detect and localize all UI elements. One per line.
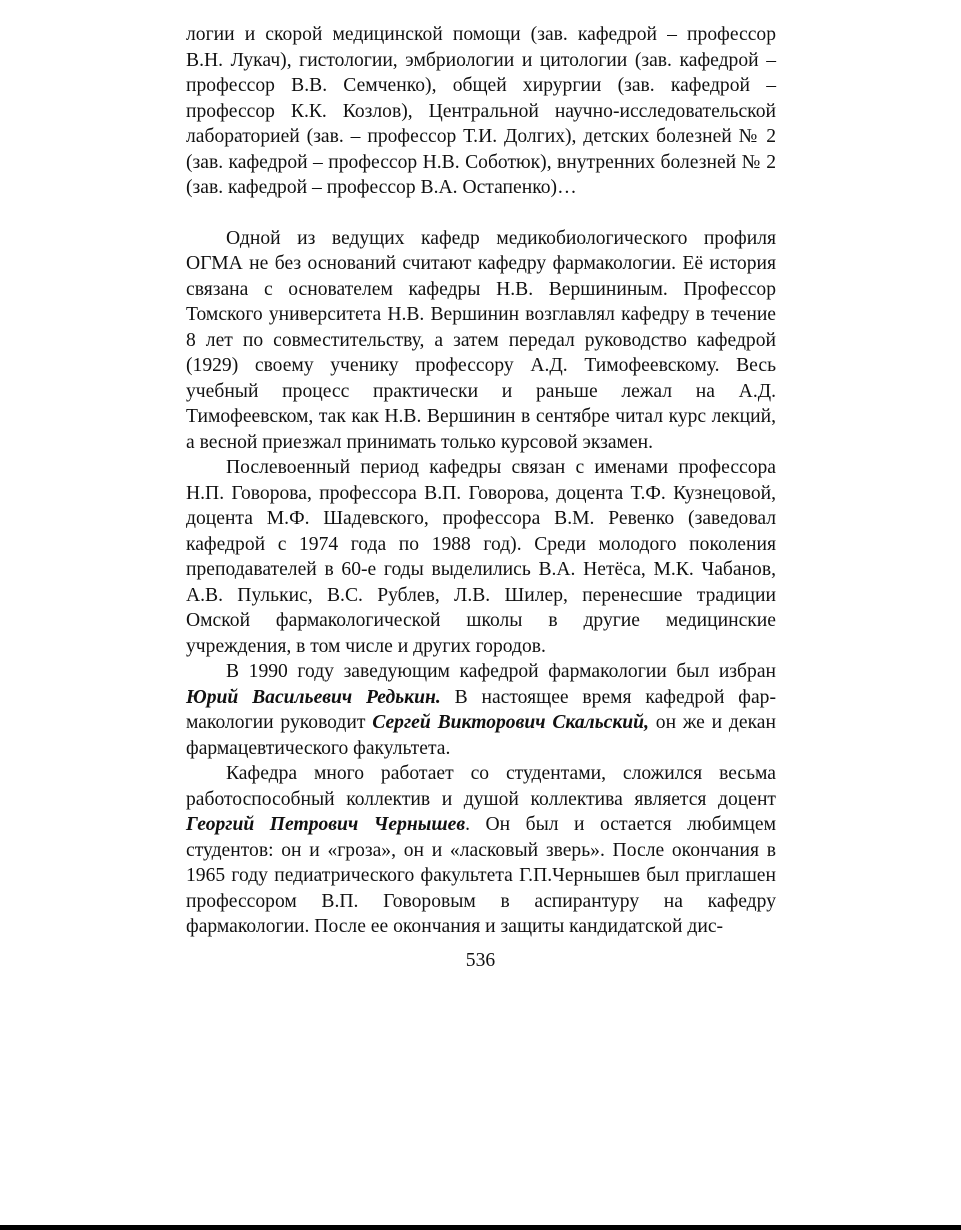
paragraph-text: он же и декан фармацевтического факультета. [186,712,776,759]
page-number: 536 [465,950,496,971]
paragraph-department-staff [186,761,776,940]
paragraph-text: В настоящее время кафедрой фармакологии руководит [186,686,777,733]
paragraph-text: В 1990 году заведующим кафедрой фармакологии был избран [226,661,776,682]
person-name-redkin: Юрий Васильевич Редькин. [186,686,441,708]
paragraph-text: . Он был и остается любимцем студентов: он и «гроза», он и «ласковый зверь». После окончания в 1965 году педиатрического факультета Г.П.Чернышев был приглашен профессором В.П. Говоровым в аспирантуру на кафедру фармакологии. После ее окончания и защиты кандидатской дис- [186,814,777,937]
scan-bottom-border [0,1225,961,1230]
person-name-chernyshev: Георгий Петрович Чернышев [186,814,466,835]
paragraph-postwar-period: Послевоенный период кафедры связан с именами профессора Н.П. Говорова, профессора В.П. Говорова, доцента Т.Ф. Кузнецовой, доцента М.Ф. Шадевского, профессора В.М. Ревенко (заведовал кафедрой с 1974 года по 1988 год). Среди молодого поколения преподавателей в 60-е годы выделились В.А. Нетёса, М.К. Чабанов, А.В. Пулькис, В.С. Рублев, Л.В. Шилер, перенесшие традиции Омской фармакологической школы в другие медицинские учреждения, в том числе и других городов. [186,457,776,657]
paragraph-continuation: логии и скорой медицинской помощи (зав. кафедрой – профессор В.Н. Лукач), гистологии, эмбриологии и цитологии (зав. кафедрой – профессор В.В. Семченко), общей хирургии (зав. кафедрой – профессор К.К. Козлов), Центральной научно-исследовательской лабораторией (зав. – профессор Т.И. Долгих), детских болезней № 2 (зав. кафедрой – профессор Н.В. Соботюк), внутренних болезней № 2 (зав. кафедрой – профессор В.А. Остапенко)… [186,24,776,198]
paragraph-text: Кафедра много работает со студентами, сложился весьма работоспособный коллектив и душой коллектива является доцент [186,763,776,810]
page-body [186,22,776,940]
person-name-skalsky: Сергей Викторович Скальский, [372,712,649,733]
paragraph-pharmacology-history: Одной из ведущих кафедр медикобиологического профиля ОГМА не без оснований считают кафедру фармакологии. Её история связана с основателем кафедры Н.В. Вершининым. Профессор Томского университета Н.В. Вершинин возглавлял кафедру в течение 8 лет по совместительству, а затем передал руководство кафедрой (1929) своему ученику профессору А.Д. Тимофеевскому. Весь учебный процесс практически и раньше лежал на А.Д. Тимофеевском, так как Н.В. Вершинин в сентябре читал курс лекций, а весной приезжал принимать только курсовой экзамен. [186,227,776,453]
paragraph-department-heads [186,659,776,761]
